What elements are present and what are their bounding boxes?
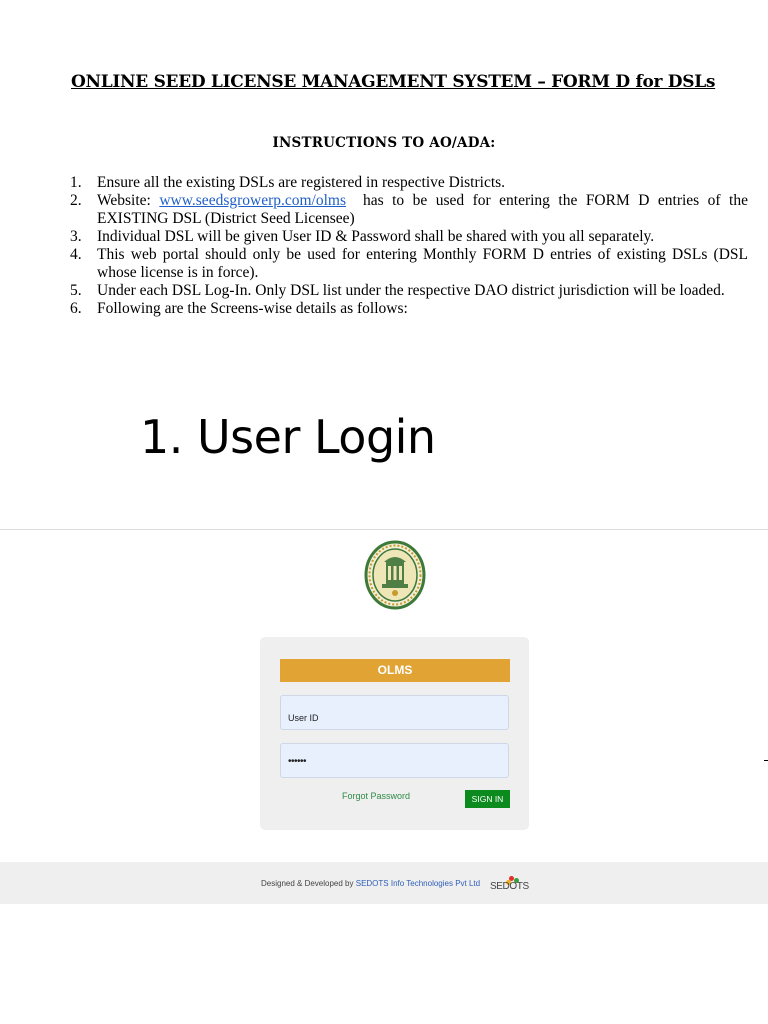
brand-bar: OLMS	[280, 659, 510, 682]
instruction-text: This web portal should only be used for entering Monthly FORM D entries of existing DSLs (DSL whose license is in force).	[97, 246, 748, 281]
state-emblem-icon	[364, 540, 426, 610]
sedots-logo-text: SEDOTS	[490, 881, 529, 892]
instructions-list	[70, 174, 752, 318]
footer-credit	[261, 879, 480, 888]
instruction-number: 6.	[70, 300, 82, 317]
instruction-text-prefix: Website:	[97, 192, 160, 209]
forgot-password-link[interactable]: Forgot Password	[342, 791, 411, 801]
instruction-text: Following are the Screens-wise details as follows:	[97, 300, 408, 317]
instruction-item	[70, 174, 748, 192]
instruction-item	[70, 228, 748, 246]
instruction-item	[70, 246, 748, 282]
instructions-heading: INSTRUCTIONS TO AO/ADA:	[272, 135, 496, 151]
sedots-logo	[490, 876, 530, 896]
document-title: ONLINE SEED LICENSE MANAGEMENT SYSTEM – FORM D for DSLs	[71, 72, 716, 92]
instruction-text: Under each DSL Log-In. Only DSL list under the respective DAO district jurisdiction will be loaded.	[97, 282, 725, 299]
instruction-number: 1.	[70, 174, 82, 191]
instruction-item	[70, 300, 748, 318]
instruction-number: 2.	[70, 192, 82, 209]
footer-company-link[interactable]: SEDOTS Info Technologies Pvt Ltd	[355, 879, 481, 888]
instruction-text: Ensure all the existing DSLs are registered in respective Districts.	[97, 174, 506, 191]
login-card	[260, 637, 529, 830]
instruction-item	[70, 192, 752, 228]
instruction-number: 3.	[70, 228, 82, 245]
instruction-text-suffix: has to be used for entering the FORM D entries of the EXISTING DSL (District Seed Licensee)	[97, 192, 752, 227]
instruction-item	[70, 282, 748, 300]
instruction-number: 4.	[70, 246, 82, 263]
website-link[interactable]: www.seedsgrowerp.com/olms	[159, 192, 347, 209]
user-id-input[interactable]: User ID	[280, 695, 509, 730]
footer-credit-prefix: Designed & Developed by	[261, 879, 356, 888]
instruction-number: 5.	[70, 282, 82, 299]
sign-in-button[interactable]: SIGN IN	[465, 790, 510, 808]
section-heading: 1. User Login	[140, 410, 436, 464]
password-input[interactable]: ••••••	[280, 743, 509, 778]
instruction-text: Individual DSL will be given User ID & Password shall be shared with you all separately.	[97, 228, 655, 245]
edge-mark	[764, 760, 768, 761]
screenshot-divider	[0, 529, 768, 530]
